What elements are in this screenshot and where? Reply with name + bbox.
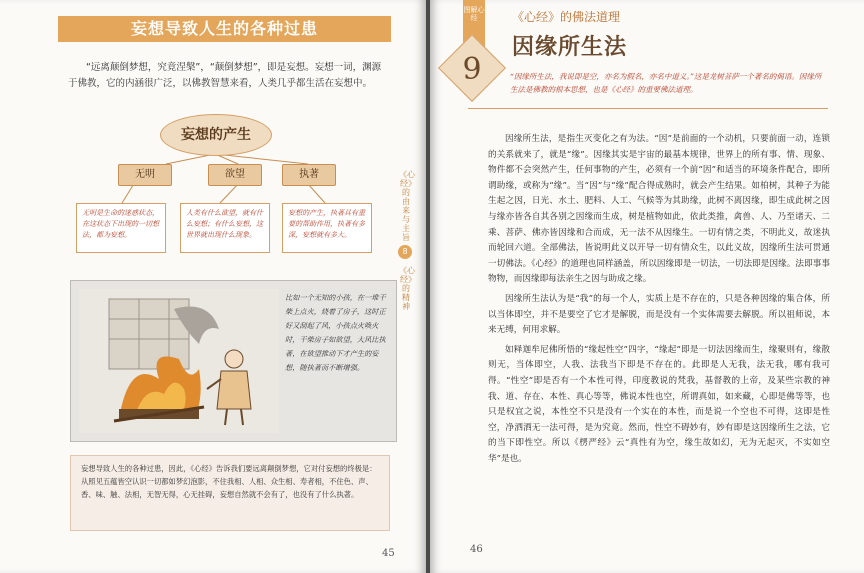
left-page [0,0,426,573]
body-paragraph: 因缘所生法认为是“我”的每一个人，实质上是不存在的，只是各种因缘的集合体，所以当体即空，并不是要空了它才是解脱，而是没有一个实体需要去解脱。所以祖师说，本来无缚，何用求解。 [488,293,830,336]
desc-desire: 人类有什么欲望，就有什么妄想；有什么妄想，这世界就出现什么现象。 [180,203,270,253]
right-page-tab: 图解心经 [463,0,485,48]
side-section-label: 《心经》的由来与主旨 [399,170,415,242]
chapter-body [488,132,830,471]
chapter-quote: “因缘所生法，我说即是空，亦名为假名，亦名中道义。”这是龙树菩萨一个著名的偈语。因缘所生法是佛教的根本思想，也是《心经》的重要佛法道理。 [510,72,822,94]
node-attachment: 执著 [282,164,336,186]
diagram-center-node: 妄想的产生 [160,114,272,156]
page-number-right: 46 [470,544,483,555]
chapter-number: 9 [462,52,482,87]
delusion-diagram [70,108,390,268]
desc-attachment: 妄想的产生，执著具有重要的帮助作用，执著有多深，妄想就有多大。 [282,203,372,253]
body-paragraph: 如释迦牟尼佛所悟的“缘起性空”四字，“缘起”即是一切法因缘而生，缘聚则有，缘散则无，当体即空，人我、法我当下即是不存在的。此即是人无我，法无我，哪有我可得。“性空”即是否有一个本性可得，印度教说的梵我，基督教的上帝，及某些宗教的神我、道、存在、本性、真心等等，佛说本性也空，所谓真如，如来藏，心即是佛等等，也只是权宜之说，本性空不只是没有一个实在的本性，而是说一个空也不可得，这即是性空，净洒洒无一法可得，是为究竟。然而，性空不碍妙有，妙有即是这因缘所生之法，它的当下即性空。所以《楞严经》云“真性有为空，缘生故如幻，无为无起灭，不实如空华”是也。 [488,344,830,464]
node-desire: 欲望 [208,164,262,186]
side-section-badge: 8 [398,245,412,259]
side-subsection-label: 《心经》的精神 [399,266,415,311]
illustration-box [70,280,397,442]
body-paragraph: 因缘所生法，是指生灭变化之有为法。“因”是前面的一个动机，只要前面一动，连锁的关系就来了，就是“缘”。因缘其实是宇宙的最基本规律，世界上的所有事、情、现象、物件都不会突然产生，任何事物的产生，必须有一个前“因”和适当的环境条件配合，即所谓助缘，或称为“缘”。当“因”与“缘”配合得成熟时，就会产生结果。如柏树，其种子为能生起之因，日光、水土、肥料、人工、气候等为其助缘，此树不离因缘，即生成此树之因与缘亦皆各自其各别之因缘而生成，树是植物如此，依此类推，禽兽、人、乃至诸天、二乘、菩萨、佛亦皆因缘和合而成，无一法不从因缘生。一切有情之类，不明此义，故迷执而轮回六道。全部佛法，皆说明此义以开导一切有情众生，以此义故，因缘所生法可贯通一切佛法。《心经》的道理也同样涵盖，所以因缘即是一切法，一切法即是因缘。法即事事物物，而因缘即每法亲生之因与助成之缘。 [488,134,830,285]
chapter-subtitle: 《心经》的佛法道理 [512,10,621,24]
illustration-caption: 比如一个无知的小孩，在一堆干柴上点火，烧着了房子，这时正好又刮起了风，小孩点火唤火时，干柴房子如欲望，大风比执著，在欲望推动下才产生的妄想，随执著而不断增强。 [285,293,386,372]
node-ignorance: 无明 [118,164,172,186]
page-number-left: 45 [382,548,395,559]
left-page-title: 妄想导致人生的各种过患 [58,16,391,42]
title-divider [468,108,828,109]
chapter-title: 因缘所生法 [512,34,628,60]
desc-ignorance: 无明是生命的迷惑状态，在这状态下出现的一切想法，都为妄想。 [76,203,166,253]
fire-illustration [79,289,279,433]
summary-box: 妄想导致人生的各种过患，因此，《心经》告诉我们要远离颠倒梦想，它对付妄想的终极是：从照见五蕴皆空认识一切都如梦幻泡影，不住我相、人相、众生相、寿者相，不住色、声、香、味、触、法相，无智无得，心无挂碍，妄想自然就不会有了，也没有了什么执著。 [70,455,390,531]
left-intro-text: “远离颠倒梦想，究竟涅槃”，“颠倒梦想”，即是妄想。妄想一词，渊源于佛教，它的内涵很广泛，以佛教智慧来看，人类几乎都生活在妄想中。 [68,62,382,89]
